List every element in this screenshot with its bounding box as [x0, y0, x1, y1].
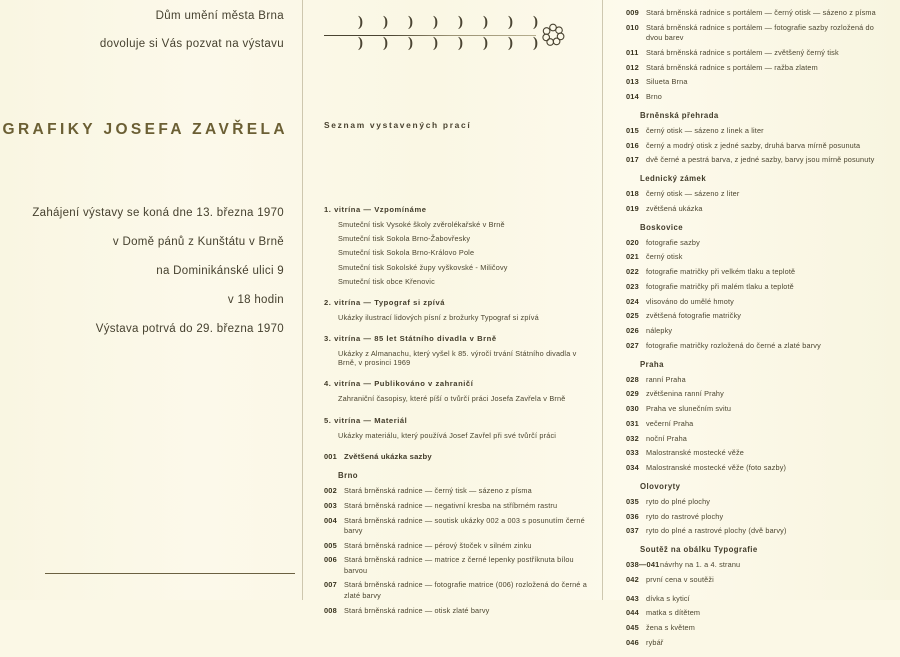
catalog-item-text: zvětšená fotografie matričky: [646, 311, 742, 321]
catalog-item-number: 029: [626, 389, 639, 399]
ornament-mark: ): [508, 14, 513, 30]
catalog-item-number: 019: [626, 203, 639, 213]
catalog-item-number: 030: [626, 404, 639, 414]
section-heading: Brněnská přehrada: [640, 110, 719, 120]
right-panel: [602, 0, 900, 647]
decorative-ornament: [324, 14, 564, 58]
catalog-item: [324, 486, 592, 496]
catalog-item: [626, 594, 892, 604]
catalog-item-text: dvě černé a pestrá barva, z jedné sazby, barvy jsou mírně posunuty: [646, 155, 875, 165]
catalog-item: [626, 267, 892, 277]
catalog-item: [626, 189, 892, 199]
catalog-item: [626, 638, 892, 648]
catalog-item: [626, 575, 892, 585]
showcase-line: Smuteční tisk Sokolské župy vyškovské - Miličovy: [338, 262, 508, 272]
invite-line: dovoluje si Vás pozvat na výstavu: [99, 38, 284, 50]
section-heading: Soutěž na obálku Typografie: [640, 545, 758, 555]
catalog-item: [626, 497, 892, 507]
showcase-line: Smuteční tisk Sokola Brno-Žabovřesky: [338, 234, 471, 244]
catalog-item-text: dívka s kyticí: [646, 593, 690, 603]
catalog-item-number: 015: [626, 125, 639, 135]
catalog-item-number: 033: [626, 448, 639, 458]
list-heading: Seznam vystavených prací: [324, 120, 472, 130]
catalog-item-text: ryto do plné a rastrové plochy (dvě barvy): [646, 526, 787, 536]
ornament-mark: ): [533, 14, 538, 30]
catalog-item-text: Stará brněnská radnice s portálem — ražba zlatem: [646, 62, 818, 72]
catalog-item-text: Stará brněnská radnice — otisk zlaté barvy: [344, 605, 490, 615]
ornament-mark: ): [383, 14, 388, 30]
catalog-item-number: 013: [626, 77, 639, 87]
ornament-marks-bottom: [358, 36, 538, 51]
catalog-item-text: žena s květem: [646, 623, 695, 633]
catalog-item-number: 011: [626, 47, 639, 57]
middle-panel: [302, 0, 602, 615]
catalog-item-text: vlisováno do umělé hmoty: [646, 296, 734, 306]
rosette-ornament-icon: [540, 22, 566, 48]
ornament-mark: ): [483, 14, 488, 30]
ornament-mark: ): [433, 35, 438, 51]
catalog-item: [626, 48, 892, 58]
catalog-item-number: 023: [626, 281, 639, 291]
catalog-item-text: Stará brněnská radnice — černý tisk — sázeno z písma: [344, 486, 532, 496]
catalog-item-number: 008: [324, 605, 337, 615]
event-details: [0, 207, 284, 352]
event-line: Zahájení výstavy se koná dne 13. března 1970: [32, 207, 284, 219]
ornament-mark: ): [408, 35, 413, 51]
catalog-item: [626, 434, 892, 444]
catalog-item-text: matka s dítětem: [646, 608, 701, 618]
ornament-mark: ): [408, 14, 413, 30]
catalog-item-number: 018: [626, 189, 639, 199]
catalog-item-text: ranní Praha: [646, 374, 686, 384]
catalog-item-text: Silueta Brna: [646, 77, 688, 87]
catalog-item-text: Malostranské mostecké věže: [646, 448, 744, 458]
section-heading: Boskovice: [640, 222, 684, 232]
catalog-item-text: černý otisk: [646, 252, 683, 262]
catalog-item: [626, 311, 892, 321]
ornament-mark: ): [533, 35, 538, 51]
catalog-item-text: fotografie matričky při velkém tlaku a teplotě: [646, 267, 796, 277]
catalog-item-text: fotografie matričky při malém tlaku a teplotě: [646, 281, 794, 291]
showcase-title: 1. vitrína — Vzpomínáme: [324, 205, 427, 214]
catalog-item: [626, 63, 892, 73]
catalog-item-text: Stará brněnská radnice — pérový štoček v silném zinku: [344, 540, 532, 550]
catalog-item: [626, 252, 892, 262]
catalog-item-number: 009: [626, 8, 639, 17]
catalog-item-text: Stará brněnská radnice — negativní kresba na stříbrném rastru: [344, 500, 558, 510]
catalog-item-number: 016: [626, 140, 639, 150]
spacer: [324, 372, 592, 379]
catalog-item-number: 005: [324, 540, 337, 550]
catalog-item-text: Stará brněnská radnice — matrice z černé lepenky postříknuta bílou barvou: [344, 555, 574, 575]
catalog-item-text: Stará brněnská radnice s portálem — zvětšený černý tisk: [646, 47, 839, 57]
catalog-item-text: fotografie sazby: [646, 237, 700, 247]
catalog-item-text: návrhy na 1. a 4. stranu: [660, 560, 741, 570]
showcase-title: 4. vitrína — Publikováno v zahraničí: [324, 379, 474, 389]
catalog-item-number: 007: [324, 580, 337, 590]
catalog-item: [626, 77, 892, 87]
catalog-item-text: černý otisk — sázeno z linek a liter: [646, 125, 764, 135]
section-heading: Lednický zámek: [640, 174, 707, 184]
catalog-item-number: 006: [324, 555, 337, 565]
catalog-item-number: 022: [626, 267, 639, 277]
catalog-item: [626, 155, 892, 165]
catalog-item-text: zvětšenina ranní Prahy: [646, 389, 724, 399]
ornament-mark: ): [358, 14, 363, 30]
catalog-item-number: 045: [626, 623, 639, 633]
catalog-item-number: 046: [626, 637, 639, 647]
catalog-item: [626, 389, 892, 399]
catalog-item-number: 024: [626, 296, 639, 306]
catalog-item: [626, 463, 892, 473]
catalog-item-number: 037: [626, 526, 639, 536]
catalog-item-number: 044: [626, 608, 639, 618]
catalog-item: [324, 516, 592, 537]
catalog-item: [626, 341, 892, 351]
showcase-line: Ukázky materiálu, který používá Josef Zavřel při své tvůrčí práci: [338, 430, 557, 440]
catalog-item-text: ryto do plné plochy: [646, 496, 711, 506]
left-panel: [0, 0, 302, 600]
right-catalog-list: [626, 8, 892, 657]
ornament-mark: ): [383, 35, 388, 51]
catalog-item-text: první cena v soutěži: [646, 574, 714, 584]
catalog-item-text: rybář: [646, 637, 664, 647]
event-line: na Dominikánské ulici 9: [156, 265, 284, 277]
catalog-item-text: černý a modrý otisk z jedné sazby, druhá barva mírně posunuta: [646, 140, 861, 150]
catalog-item-number: 032: [626, 433, 639, 443]
catalog-item: [324, 501, 592, 511]
catalog-item-number: 043: [626, 593, 639, 603]
ornament-mark: ): [358, 35, 363, 51]
catalog-item-number: 002: [324, 486, 337, 496]
event-line: v 18 hodin: [227, 294, 284, 306]
catalog-item-number: 001: [324, 451, 337, 461]
catalog-item-number: 017: [626, 155, 639, 165]
catalog-item: [626, 297, 892, 307]
catalog-item: [626, 560, 892, 570]
catalog-item: [626, 419, 892, 429]
spacer: [324, 409, 592, 416]
bottom-divider-rule: [45, 573, 295, 574]
ornament-mark: ): [483, 35, 488, 51]
event-line: v Domě pánů z Kunštátu v Brně: [112, 236, 284, 248]
section-heading: Brno: [338, 471, 358, 481]
spacer: [324, 327, 592, 334]
catalog-item: [626, 512, 892, 522]
catalog-item: [626, 623, 892, 633]
catalog-item-text: Stará brněnská radnice s portálem — černý otisk — sázeno z písma: [646, 8, 876, 17]
catalog-item: [626, 448, 892, 458]
catalog-item: [626, 204, 892, 214]
catalog-item-number: 042: [626, 574, 639, 584]
middle-catalog-list: [324, 205, 592, 620]
showcase-title: 2. vitrína — Typograf si zpívá: [324, 297, 446, 307]
event-line: Výstava potrvá do 29. března 1970: [95, 323, 284, 335]
invitation-intro: [0, 10, 284, 66]
catalog-item-number: 021: [626, 252, 639, 262]
catalog-item: [324, 606, 592, 616]
catalog-item: [324, 580, 592, 601]
catalog-item-text: ryto do rastrové plochy: [646, 511, 724, 521]
section-heading: Praha: [640, 359, 664, 369]
catalog-item-number: 025: [626, 311, 639, 321]
catalog-item-text: fotografie matričky rozložená do černé a zlaté barvy: [646, 340, 821, 350]
page-title: GRAFIKY JOSEFA ZAVŘELA: [2, 121, 288, 138]
catalog-item-number: 031: [626, 418, 639, 428]
invite-line: Dům umění města Brna: [155, 10, 284, 22]
catalog-item-text: černý otisk — sázeno z liter: [646, 189, 740, 199]
catalog-item-text: nálepky: [646, 326, 673, 336]
fold-seam-right: [602, 0, 603, 600]
spacer: [324, 291, 592, 298]
section-heading: Olovoryty: [640, 481, 681, 491]
spacer: [626, 653, 892, 657]
catalog-item: [626, 23, 892, 44]
ornament-mark: ): [508, 35, 513, 51]
catalog-item: [626, 404, 892, 414]
catalog-item-number: 026: [626, 326, 639, 336]
catalog-item-number: 035: [626, 496, 639, 506]
ornament-mark: ): [458, 35, 463, 51]
catalog-item: [324, 541, 592, 551]
showcase-line: Zahraniční časopisy, které píší o tvůrčí práci Josefa Zavřela v Brně: [338, 394, 566, 404]
catalog-item: [626, 92, 892, 102]
showcase-line: Ukázky ilustrací lidových písní z brožurky Typograf si zpívá: [338, 312, 539, 322]
catalog-item-number: 003: [324, 500, 337, 510]
showcase-line: Smuteční tisk obce Křenovic: [338, 276, 435, 286]
catalog-item: [626, 126, 892, 136]
catalog-item: [626, 282, 892, 292]
catalog-item-number: 036: [626, 511, 639, 521]
catalog-item: [324, 555, 592, 576]
catalog-item-number: 014: [626, 92, 639, 102]
catalog-item: [626, 326, 892, 336]
catalog-item-number: 027: [626, 340, 639, 350]
catalog-item: [324, 452, 592, 463]
catalog-item-text: Brno: [646, 92, 663, 102]
catalog-item-number: 020: [626, 237, 639, 247]
catalog-item-text: Stará brněnská radnice — fotografie matrice (006) rozložená do černé a zlaté barvy: [344, 580, 587, 600]
catalog-item-number: 034: [626, 463, 639, 473]
showcase-line: Smuteční tisk Sokola Brno-Královo Pole: [338, 248, 475, 258]
catalog-item-text: zvětšená ukázka: [646, 203, 703, 213]
catalog-item-number: 028: [626, 374, 639, 384]
catalog-item-text: Stará brněnská radnice — soutisk ukázky 002 a 003 s posunutím černé barvy: [344, 515, 585, 535]
catalog-item-text: Praha ve slunečním svitu: [646, 404, 732, 414]
catalog-item: [626, 608, 892, 618]
showcase-line: Smuteční tisk Vysoké školy zvěrolékařské v Brně: [338, 220, 505, 229]
catalog-item-text: Stará brněnská radnice s portálem — fotografie sazby rozložená do dvou barev: [646, 22, 874, 43]
catalog-item-number: 010: [626, 22, 639, 32]
catalog-item-number: 004: [324, 515, 337, 525]
catalog-item: [626, 526, 892, 536]
catalog-item: [626, 141, 892, 151]
catalog-item-number: 038—041: [626, 560, 660, 570]
fold-seam-left: [302, 0, 303, 600]
showcase-title: 3. vitrína — 85 let Státního divadla v Brně: [324, 334, 497, 344]
ornament-mark: ): [458, 14, 463, 30]
catalog-item-number: 012: [626, 62, 639, 72]
showcase-line: Ukázky z Almanachu, který vyšel k 85. výročí trvání Státního divadla v Brně, v prosinci 1969: [338, 349, 577, 368]
catalog-item: [626, 238, 892, 248]
ornament-marks-top: [358, 15, 538, 30]
catalog-item-text: večerní Praha: [646, 418, 694, 428]
catalog-item-text: Zvětšená ukázka sazby: [344, 451, 432, 461]
catalog-item-text: Malostranské mostecké věže (foto sazby): [646, 463, 787, 473]
spacer: [324, 445, 592, 452]
showcase-title: 5. vitrína — Materiál: [324, 415, 408, 425]
ornament-mark: ): [433, 14, 438, 30]
catalog-item-text: noční Praha: [646, 433, 687, 443]
catalog-item: [626, 8, 892, 18]
catalog-item: [626, 375, 892, 385]
